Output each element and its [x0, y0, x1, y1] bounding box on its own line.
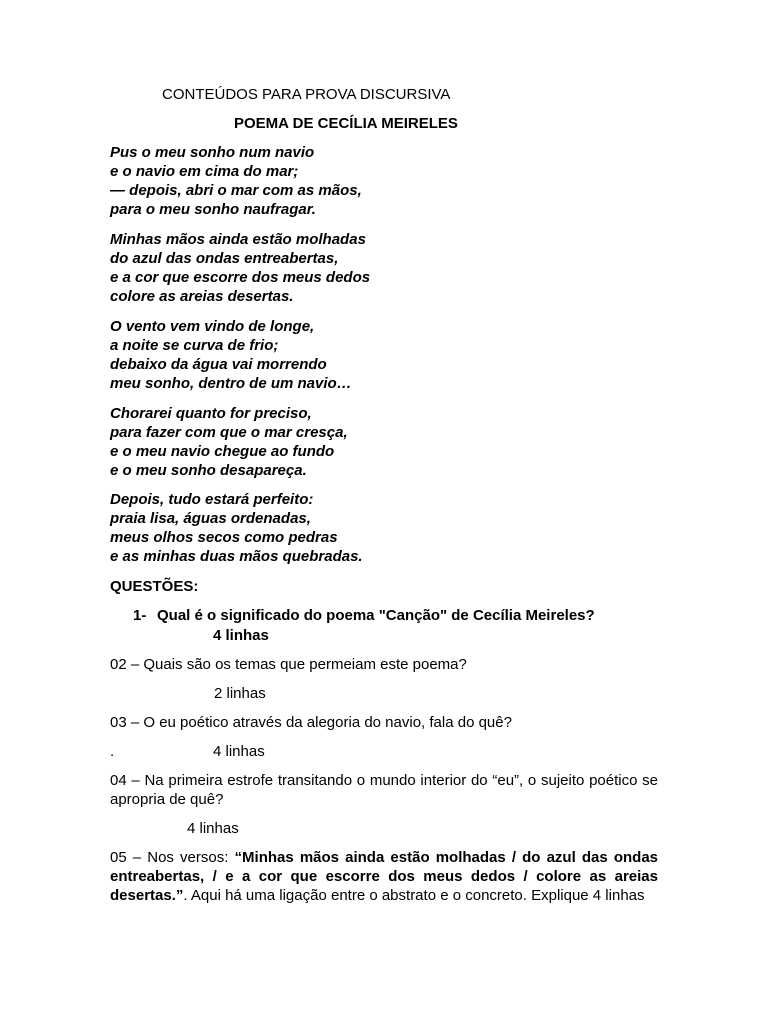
question-1-number: 1-	[133, 607, 147, 624]
poem-stanza-5	[110, 490, 363, 566]
poem-verse: meu sonho, dentro de um navio…	[110, 375, 352, 392]
question-5-quote: “Minhas mãos ainda estão molhadas / do azul das ondas entreabertas, / e a cor que escorre dos meus dedos / colore as areias desertas.”	[110, 849, 659, 904]
question-5-suffix: . Aqui há uma ligação entre o abstrato e o concreto. Explique 4 linhas	[183, 887, 645, 904]
poem-verse: praia lisa, águas ordenadas,	[110, 510, 311, 527]
poem-stanza-2	[110, 230, 370, 306]
poem-stanza-3	[110, 317, 352, 393]
poem-verse: e as minhas duas mãos quebradas.	[110, 548, 363, 565]
question-4-text: 04 – Na primeira estrofe transitando o mundo interior do “eu”, o sujeito poético se apropria de quê?	[110, 772, 658, 808]
document-subtitle: CONTEÚDOS PARA PROVA DISCURSIVA	[162, 86, 451, 103]
question-3-dot: .	[110, 743, 115, 760]
poem-verse: meus olhos secos como pedras	[110, 529, 338, 546]
poem-verse: para o meu sonho naufragar.	[110, 201, 316, 218]
poem-stanza-4	[110, 404, 348, 480]
poem-verse: Chorarei quanto for preciso,	[110, 405, 312, 422]
poem-title: POEMA DE CECÍLIA MEIRELES	[234, 115, 458, 132]
poem-verse: do azul das ondas entreabertas,	[110, 250, 339, 267]
poem-verse: e o meu sonho desapareça.	[110, 462, 307, 479]
poem-verse: para fazer com que o mar cresça,	[110, 424, 348, 441]
poem-verse: debaixo da água vai morrendo	[110, 356, 327, 373]
question-3-lines: 4 linhas	[213, 743, 265, 760]
poem-verse: Minhas mãos ainda estão molhadas	[110, 231, 366, 248]
poem-verse: Depois, tudo estará perfeito:	[110, 491, 314, 508]
question-1-text: Qual é o significado do poema "Canção" de Cecília Meireles?	[157, 607, 595, 624]
question-5-prefix: 05 – Nos versos:	[110, 849, 235, 866]
poem-verse: O vento vem vindo de longe,	[110, 318, 315, 335]
questions-heading: QUESTÕES:	[110, 578, 199, 595]
poem-verse: e a cor que escorre dos meus dedos	[110, 269, 371, 286]
poem-verse: e o meu navio chegue ao fundo	[110, 443, 335, 460]
question-5-text	[110, 848, 658, 905]
poem-stanza-1	[110, 143, 362, 219]
question-3-text: 03 – O eu poético através da alegoria do navio, fala do quê?	[110, 714, 512, 731]
question-2-text: 02 – Quais são os temas que permeiam este poema?	[110, 656, 467, 673]
poem-verse: e o navio em cima do mar;	[110, 163, 299, 180]
question-2-lines: 2 linhas	[214, 685, 266, 702]
poem-verse: a noite se curva de frio;	[110, 337, 279, 354]
poem-verse: colore as areias desertas.	[110, 288, 294, 305]
question-4-lines: 4 linhas	[187, 820, 239, 837]
poem-verse: Pus o meu sonho num navio	[110, 144, 315, 161]
poem-verse: — depois, abri o mar com as mãos,	[110, 182, 362, 199]
question-1-lines: 4 linhas	[213, 627, 269, 644]
